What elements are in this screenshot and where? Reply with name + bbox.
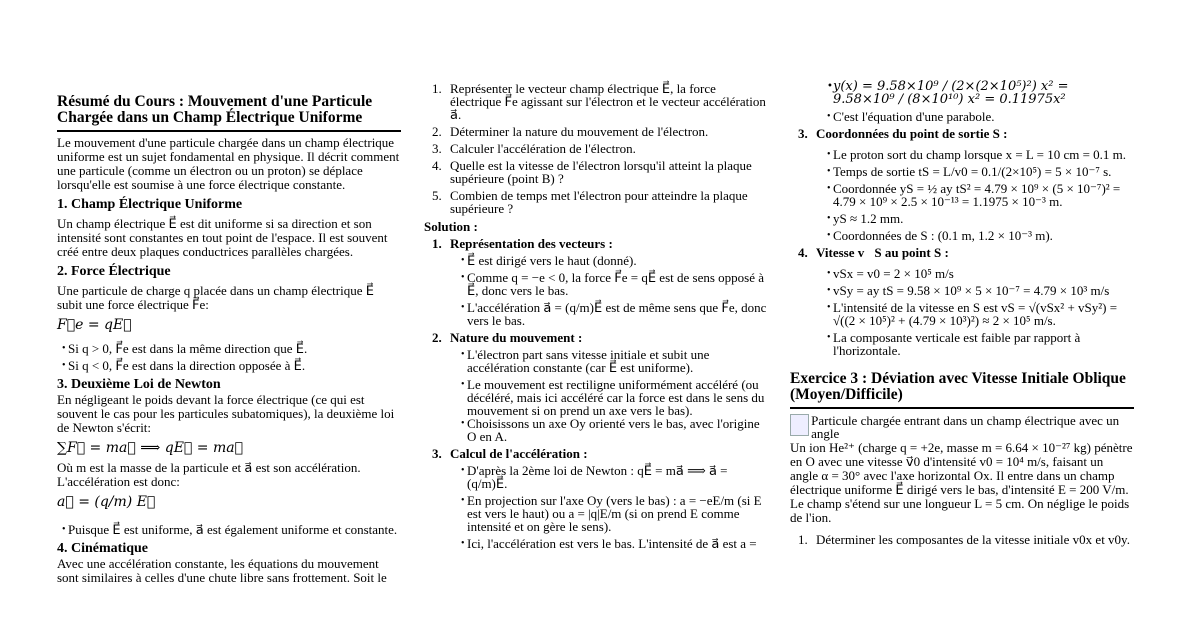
paragraph: Où m est la masse de la particule et a⃗ est son accélération. L'accélération est donc: [57, 460, 361, 489]
question-item: 1. Représenter le vecteur champ électrique E⃗, la force électrique F⃗e agissant sur l'électron et le vecteur accélération a⃗. [432, 81, 766, 122]
question-text: Déterminer les composantes de la vitesse initiale v0x et v0y. [816, 532, 1130, 547]
solution-item-title: Vitesse v⃗S au point S : [816, 245, 949, 260]
question-item: 4. Quelle est la vitesse de l'électron lorsqu'il atteint la plaque supérieure (point B) ? [432, 158, 752, 186]
page-title: Résumé du Cours : Mouvement d'une Particule Chargée dans un Champ Électrique Uniforme [57, 94, 401, 132]
solution-bullets [424, 460, 770, 550]
column-course-summary [57, 93, 401, 585]
section-heading: 4. Cinématique [57, 541, 148, 556]
list-item: • Coordonnées de S : (0.1 m, 1.2 × 10⁻³ m). [822, 229, 1134, 242]
list-item: • y(x) = 9.58×10⁹ / (2×(2×10⁵)²) x² = 9.58×10⁹ / (8×10¹⁰) x² = 0.11975x² [822, 80, 1134, 106]
question-item: 3. Calculer l'accélération de l'électron. [432, 141, 636, 156]
solution-item-title: Nature du mouvement : [450, 330, 583, 345]
question-text: Calculer l'accélération de l'électron. [450, 141, 636, 156]
section-heading: 1. Champ Électrique Uniforme [57, 197, 243, 212]
solution-item: 3. Calcul de l'accélération : [432, 446, 588, 461]
formula: ∑F⃗ = ma⃗ ⟹ qE⃗ = ma⃗ [57, 440, 243, 456]
list-item: • Le proton sort du champ lorsque x = L = 10 cm = 0.1 m. [822, 148, 1134, 161]
list-item: • Ici, l'accélération est vers le bas. L'intensité de a⃗ est a = [456, 537, 770, 550]
solution-item-title: Calcul de l'accélération : [450, 446, 588, 461]
solution-item-title: Représentation des vecteurs : [450, 236, 613, 251]
list-item: • vSy = ay tS = 9.58 × 10⁹ × 5 × 10⁻⁷ = 4.79 × 10³ m/s [822, 284, 1134, 297]
image-placeholder-icon [790, 414, 809, 436]
solution-bullets [790, 80, 1134, 123]
list-item: • vSx = v0 = 2 × 10⁵ m/s [822, 267, 1134, 280]
list-item: • En projection sur l'axe Oy (vers le bas) : a = −eE/m (si E est vers le haut) ou a = |q|E/m (si on prend E comme intensité et on gère le sens). [456, 494, 770, 533]
solution-item: 3. Coordonnées du point de sortie S : [798, 126, 1008, 141]
list-item: • yS ≈ 1.2 mm. [822, 212, 1134, 225]
formula: F⃗e = qE⃗ [57, 317, 132, 333]
solution-bullets [424, 344, 770, 443]
exercise-title: Exercice 3 : Déviation avec Vitesse Initiale Oblique (Moyen/Difficile) [790, 371, 1134, 409]
list-item: • Le mouvement est rectiligne uniformément accéléré (ou décéléré, mais ici accéléré car la force est dans le sens du mouvement si on prend un axe vers le bas). [456, 378, 770, 417]
question-item: 2. Déterminer la nature du mouvement de l'électron. [432, 124, 709, 139]
question-item: 1. Déterminer les composantes de la vitesse initiale v0x et v0y. [798, 532, 1130, 547]
paragraph: En négligeant le poids devant la force électrique (ce qui est souvent le cas pour les particules subatomiques), la deuxième loi de Newton s'écrit: [57, 392, 395, 435]
section-heading: 2. Force Électrique [57, 264, 171, 279]
solution-item: 4. Vitesse v⃗S au point S : [798, 245, 949, 260]
list-item: • L'électron part sans vitesse initiale et subit une accélération constante (car E⃗ est uniforme). [456, 348, 770, 374]
list-item: • L'accélération a⃗ = (q/m)E⃗ est de même sens que F⃗e, donc vers le bas. [456, 301, 770, 327]
list-item: • D'après la 2ème loi de Newton : qE⃗ = ma⃗ ⟹ a⃗ = (q/m)E⃗. [456, 464, 770, 490]
list-item: • Comme q = −e < 0, la force F⃗e = qE⃗ est de sens opposé à E⃗, donc vers le bas. [456, 271, 770, 297]
list-item: • Si q > 0, F⃗e est dans la même direction que E⃗. [57, 342, 401, 355]
column-exercise-continued [790, 80, 1134, 546]
paragraph: Avec une accélération constante, les équations du mouvement sont similaires à celles d'une chute libre sans frottement. Soit le [57, 556, 387, 585]
paragraph: Un champ électrique E⃗ est dit uniforme si sa direction et son intensité sont constantes en tout point de l'espace. Il est souvent créé entre deux plaques conductrices parallèles chargées. [57, 216, 388, 259]
intro-paragraph: Le mouvement d'une particule chargée dans un champ électrique uniforme est un sujet fondamental en physique. Il décrit comment une particule (comme un électron ou un proton) se déplace lorsqu'elle est soumise à une force électrique constante. [57, 135, 400, 192]
solution-bullets [424, 250, 770, 327]
question-text: Représenter le vecteur champ électrique E⃗, la force électrique F⃗e agissant sur l'électron et le vecteur accélération a⃗. [450, 81, 766, 122]
solution-item: 1. Représentation des vecteurs : [432, 236, 613, 251]
list-item: • E⃗ est dirigé vers le haut (donné). [456, 254, 770, 267]
solution-item: 2. Nature du mouvement : [432, 330, 583, 345]
paragraph: Une particule de charge q placée dans un champ électrique E⃗ subit une force électrique F⃗e: [57, 283, 374, 312]
list-item: • Coordonnée yS = ½ ay tS² = 4.79 × 10⁹ × (5 × 10⁻⁷)² = 4.79 × 10⁹ × 2.5 × 10⁻¹³ = 1.1975 × 10⁻³ m. [822, 182, 1134, 208]
question-text: Quelle est la vitesse de l'électron lorsqu'il atteint la plaque supérieure (point B) ? [450, 158, 752, 186]
question-text: Déterminer la nature du mouvement de l'électron. [450, 124, 709, 139]
list-item: • Si q < 0, F⃗e est dans la direction opposée à E⃗. [57, 359, 401, 372]
exercise-statement: Un ion He²⁺ (charge q = +2e, masse m = 6.64 × 10⁻²⁷ kg) pénètre en O avec une vitesse v⃗0 d'intensité v0 = 10⁴ m/s, faisant un angle α = 30° avec l'axe horizontal Ox. Il entre dans un champ électrique uniforme E⃗ dirigé vers le bas, d'intensité E = 200 V/m. Le champ s'étend sur une longueur L = 5 cm. On néglige le poids de l'ion. [790, 440, 1133, 525]
solution-bullets [790, 140, 1134, 242]
question-text: Combien de temps met l'électron pour atteindre la plaque supérieure ? [450, 188, 748, 216]
solution-item-title: Coordonnées du point de sortie S : [816, 126, 1008, 141]
list-item: • La composante verticale est faible par rapport à l'horizontale. [822, 331, 1134, 357]
list-item: • L'intensité de la vitesse en S est vS = √(vSx² + vSy²) = √((2 × 10⁵)² + (4.79 × 10³)²) ≈ 2 × 10⁵ m/s. [822, 301, 1134, 327]
section-heading: 3. Deuxième Loi de Newton [57, 377, 221, 392]
formula: a⃗ = (q/m) E⃗ [57, 494, 156, 510]
solution-heading: Solution : [424, 219, 478, 234]
column-exercise-solution [424, 82, 770, 550]
list-item: • Puisque E⃗ est uniforme, a⃗ est également uniforme et constante. [57, 523, 401, 536]
question-item: 5. Combien de temps met l'électron pour atteindre la plaque supérieure ? [432, 188, 748, 216]
image-alt-text: Particule chargée entrant dans un champ électrique avec un angle [811, 413, 1120, 441]
broken-image [790, 414, 1134, 440]
list-item: • Temps de sortie tS = L/v0 = 0.1/(2×10⁵) = 5 × 10⁻⁷ s. [822, 165, 1134, 178]
list-item: • C'est l'équation d'une parabole. [822, 110, 1134, 123]
list-item: • Choisissons un axe Oy orienté vers le bas, avec l'origine O en A. [456, 417, 770, 443]
solution-bullets [790, 259, 1134, 357]
